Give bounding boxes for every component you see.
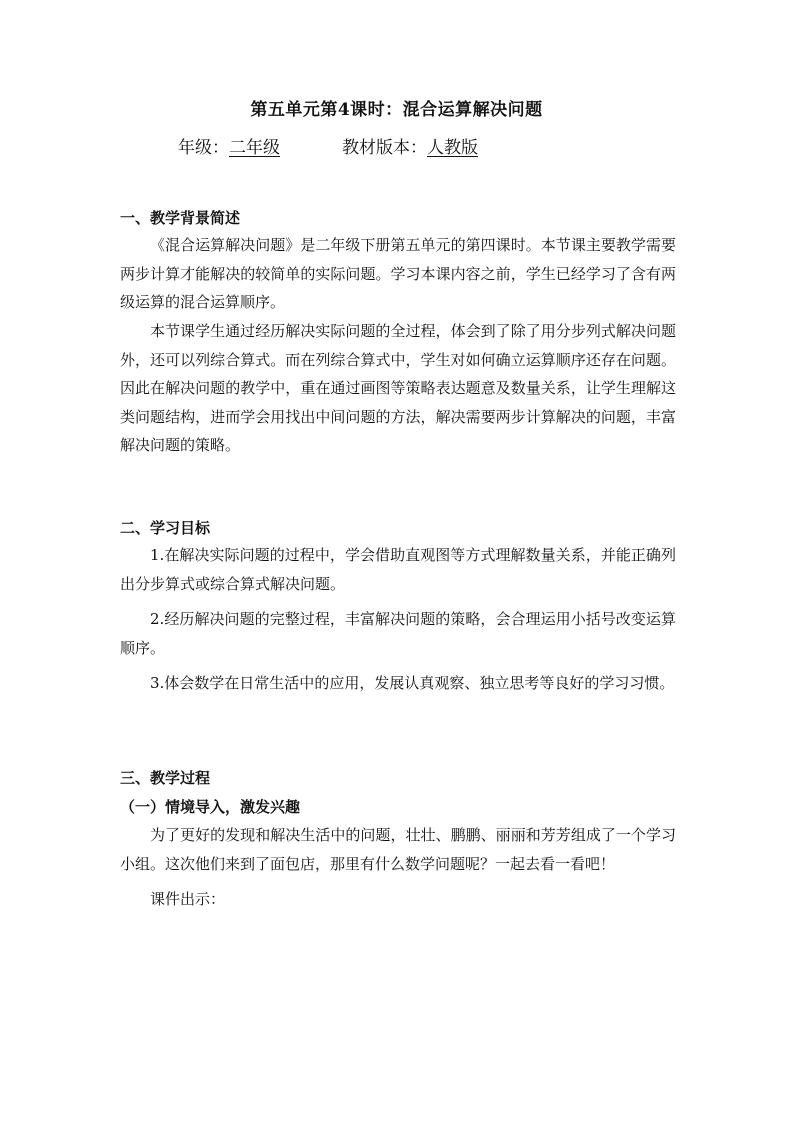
section-heading-goals: 二、学习目标 xyxy=(120,519,211,537)
goal-item-2: 2.经历解决问题的完整过程，丰富解决问题的策略，会合理运用小括号改变运算顺序。 xyxy=(120,610,676,657)
background-paragraph-1: 《混合运算解决问题》是二年级下册第五单元的第四课时。本节课主要教学需要两步计算才能解决的较简单的实际问题。学习本课内容之前，学生已经学习了含有两级运算的混合运算顺序。 xyxy=(120,236,676,311)
background-paragraph-2: 本节课学生通过经历解决实际问题的全过程，体会到了除了用分步列式解决问题外，还可以列综合算式。而在列综合算式中，学生对如何确立运算顺序还存在问题。因此在解决问题的教学中，重在通过画图等策略表达题意及数量关系，让学生理解这类问题结构，进而学会用找出中间问题的方法，解决需要两步计算解决的问题，丰富解决问题的策略。 xyxy=(120,322,676,454)
process-paragraph-2: 课件出示： xyxy=(150,890,226,908)
section-heading-process: 三、教学过程 xyxy=(120,769,211,787)
process-paragraph-1: 为了更好的发现和解决生活中的问题，壮壮、鹏鹏、丽丽和芳芳组成了一个学习小组。这次他们来到了面包店，那里有什么数学问题呢？一起去看一看吧！ xyxy=(120,826,676,873)
grade-value: 二年级 xyxy=(229,138,280,158)
grade-label: 年级： xyxy=(178,138,229,158)
section-heading-background: 一、教学背景简述 xyxy=(120,209,241,227)
goal-item-1: 1.在解决实际问题的过程中，学会借助直观图等方式理解数量关系，并能正确列出分步算式或综合算式解决问题。 xyxy=(120,546,676,593)
edition-value: 人教版 xyxy=(427,138,478,158)
page-title: 第五单元第4课时：混合运算解决问题 xyxy=(250,100,543,120)
goal-item-3: 3.体会数学在日常生活中的应用，发展认真观察、独立思考等良好的学习习惯。 xyxy=(150,674,675,692)
process-subheading-1: （一）情境导入，激发兴趣 xyxy=(120,798,301,816)
lesson-meta xyxy=(178,133,478,158)
edition-label: 教材版本： xyxy=(342,138,427,158)
